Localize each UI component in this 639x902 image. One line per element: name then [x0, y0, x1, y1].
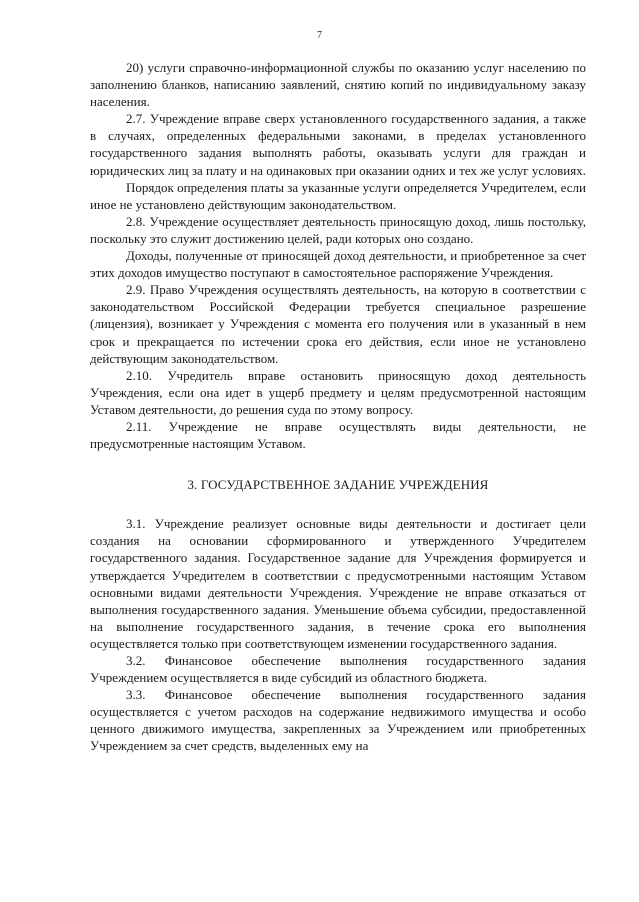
paragraph-3-1: 3.1. Учреждение реализует основные виды деятельности и достигает цели создания на основании сформированного и утвержденного Учредителем государственного задания. Государственное задание для Учреждения формируется и утверждается Учредителем в соответствии с предусмотренными настоящим Уставом основными видами деятельности Учреждения. Учреждение не вправе отказаться от выполнения государственного задания. Уменьшение объема субсидии, предоставленной на выполнение государственного задания, в течение срока его выполнения осуществляется только при соответствующем изменении государственного задания. [90, 516, 586, 651]
page-number: 7 [317, 30, 322, 41]
paragraph-2-10: 2.10. Учредитель вправе остановить приносящую доход деятельность Учреждения, если она идет в ущерб предмету и целям предусмотренной настоящим Уставом деятельности, до решения суда по этому вопросу. [90, 367, 586, 417]
paragraph-3-2: 3.2. Финансовое обеспечение выполнения государственного задания Учреждением осуществляется в виде субсидий из областного бюджета. [90, 653, 586, 686]
document-body [90, 59, 586, 755]
paragraph-item-20: 20) услуги справочно-информационной службы по оказанию услуг населению по заполнению бланков, написанию заявлений, снятию копий по индивидуальному заказу населения. [90, 60, 586, 110]
paragraph-2-7: 2.7. Учреждение вправе сверх установленного государственного задания, а также в случаях, определенных федеральными законами, в пределах установленного государственного задания выполнять работы, оказывать услуги для граждан и юридических лиц за плату и на одинаковых при оказании одних и тех же услуг условиях. [90, 111, 586, 178]
paragraph-2-11: 2.11. Учреждение не вправе осуществлять виды деятельности, не предусмотренные настоящим Уставом. [90, 418, 586, 452]
section-heading: 3. ГОСУДАРСТВЕННОЕ ЗАДАНИЕ УЧРЕЖДЕНИЯ [187, 477, 489, 493]
paragraph-2-9: 2.9. Право Учреждения осуществлять деятельность, на которую в соответствии с законодательством Российской Федерации требуется специальное разрешение (лицензия), возникает у Учреждения с момента его получения или в указанный в нем срок и прекращается по истечении срока его действия, если иное не установлено действующим законодательством. [90, 282, 586, 366]
paragraph-fee-procedure: Порядок определения платы за указанные услуги определяется Учредителем, если иное не установлено действующим законодательством. [90, 179, 586, 212]
paragraph-2-8: 2.8. Учреждение осуществляет деятельность приносящую доход, лишь постольку, поскольку это служит достижению целей, ради которых оно создано. [90, 213, 586, 246]
paragraph-income: Доходы, полученные от приносящей доход деятельности, и приобретенное за счет этих доходов имущество поступают в самостоятельное распоряжение Учреждения. [90, 248, 586, 281]
paragraph-3-3: 3.3. Финансовое обеспечение выполнения государственного задания осуществляется с учетом расходов на содержание недвижимого имущества и особо ценного движимого имущества, закрепленных за Учреждением или приобретенных Учреждением за счет средств, выделенных ему на [90, 687, 586, 754]
